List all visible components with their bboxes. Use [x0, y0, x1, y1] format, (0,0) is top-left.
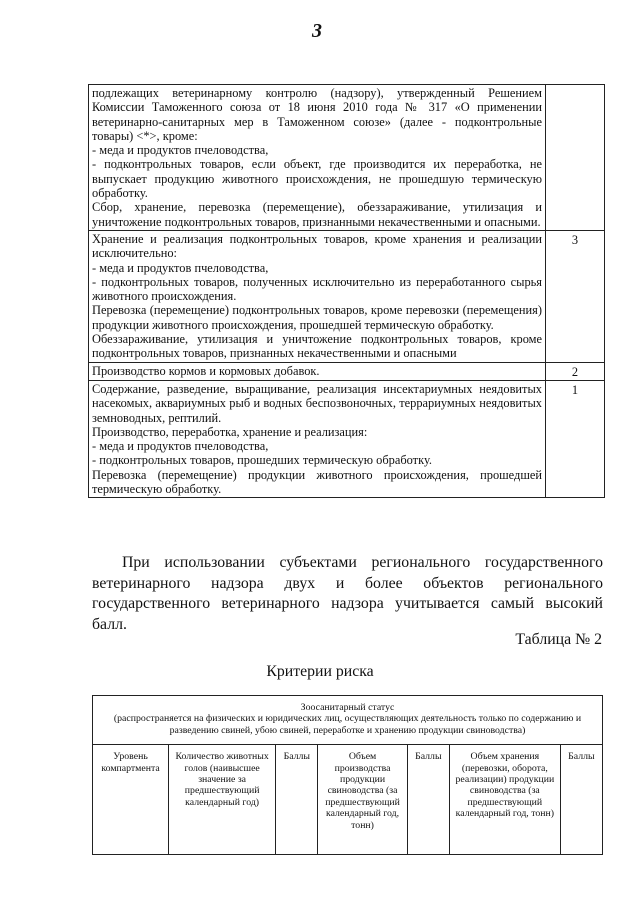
page-number: 3: [312, 20, 322, 42]
description-line: Содержание, разведение, выращивание, реализация инсектариумных неядовитых насекомых, аквариумных рыб и водных беспозвоночных, террариумных неядовитых земноводных, рептилий.: [92, 381, 542, 425]
description-line: Хранение и реализация подконтрольных товаров, кроме хранения и реализации исключительно:: [92, 231, 542, 261]
score-cell: 3: [546, 230, 605, 362]
description-line: подлежащих ветеринарному контролю (надзору), утвержденный Решением Комиссии Таможенного союза от 18 июня 2010 года № 317 «О применении ветеринарно-санитарных мер в Таможенном союзе» (далее - подконтрольные товары) <*>, кроме:: [92, 86, 542, 143]
description-line: - подконтрольных товаров, прошедших термическую обработку.: [92, 453, 432, 468]
activity-description: [89, 380, 546, 497]
activity-description: [89, 230, 546, 362]
description-line: Производство, переработка, хранение и реализация:: [92, 424, 368, 439]
description-line: Перевозка (перемещение) подконтрольных товаров, кроме перевозки (перемещения) продукции животного происхождения, прошедшей термическую обработку.: [92, 303, 542, 332]
activity-description: [89, 85, 546, 231]
table-number: Таблица № 2: [515, 631, 602, 648]
description-line: Производство кормов и кормовых добавок.: [92, 363, 320, 378]
description-line: - меда и продуктов пчеловодства,: [92, 439, 269, 454]
column-header: Количество животных голов (наивысшее значение за предшествующий календарный год): [169, 745, 276, 855]
table-row: [89, 380, 605, 497]
score-cell: [546, 85, 605, 231]
column-header: Уровень компартмента: [93, 745, 169, 855]
score-cell: 1: [546, 380, 605, 497]
table-row: [89, 362, 605, 380]
zoosanitary-status-header: [93, 696, 603, 745]
score-cell: 2: [546, 362, 605, 380]
table-row: [89, 230, 605, 362]
header-note: (распространяется на физических и юридических лиц, осуществляющих деятельность только по содержанию и разведению свиней, убою свиней, переработке и хранению продукции свиноводства): [113, 713, 582, 736]
criteria-title: Критерии риска: [266, 663, 374, 680]
description-line: Обеззараживание, утилизация и уничтожение подконтрольных товаров, кроме подконтрольных товаров, признанных некачественными и опасными: [92, 332, 542, 361]
description-line: Сбор, хранение, перевозка (перемещение), обеззараживание, утилизация и уничтожение подконтрольных товаров, признанными некачественными и опасными.: [92, 200, 542, 229]
description-line: - подконтрольных товаров, если объект, где производится их переработка, не выпускает продукцию животного происхождения, не прошедшую термическую обработку.: [92, 157, 542, 201]
column-header: Баллы: [407, 745, 449, 855]
description-line: - подконтрольных товаров, полученных исключительно из переработанного сырья животного происхождения.: [92, 274, 542, 304]
risk-category-table: [88, 84, 605, 498]
header-title: Зоосанитарный статус: [300, 702, 395, 713]
description-line: - меда и продуктов пчеловодства,: [92, 260, 269, 275]
column-headers-row: [93, 745, 603, 855]
description-line: - меда и продуктов пчеловодства,: [92, 143, 269, 158]
column-header: Объем хранения (перевозки, оборота, реализации) продукции свиноводства (за предшествующий календарный год, тонн): [449, 745, 560, 855]
risk-criteria-table: [92, 695, 603, 855]
activity-description: [89, 362, 546, 380]
table-row: [89, 85, 605, 231]
column-header: Баллы: [560, 745, 602, 855]
table-header-row: [93, 696, 603, 745]
body-paragraph: При использовании субъектами регионального государственного ветеринарного надзора двух и более объектов регионального государственного ветеринарного надзора учитывается самый высокий балл.: [92, 554, 603, 633]
column-header: Баллы: [276, 745, 318, 855]
column-header: Объем производства продукции свиноводства (за предшествующий календарный год, тонн): [318, 745, 407, 855]
description-line: Перевозка (перемещение) продукции животного происхождения, прошедшей термическую обработку.: [92, 467, 542, 497]
